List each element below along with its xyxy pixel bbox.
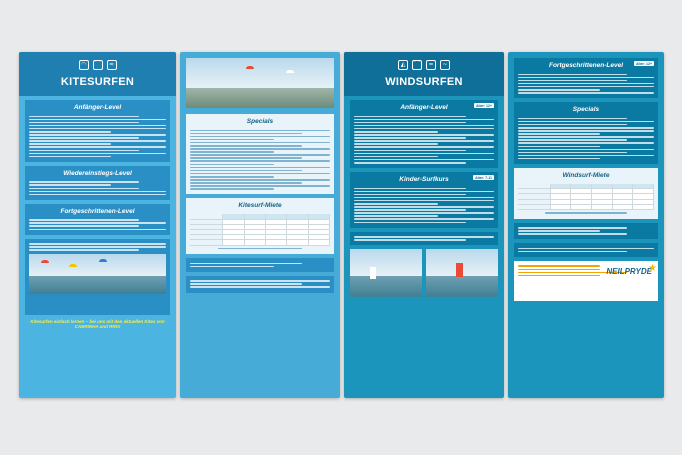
- wind-material-note-box: [514, 243, 658, 257]
- windsurf-icons: [344, 60, 504, 70]
- kitesurf-banner: [19, 52, 176, 96]
- wind-advanced-title: Fortgeschrittenen-Level: [548, 62, 624, 69]
- windsurf-panel: [344, 52, 504, 398]
- kite-rental-table: [190, 214, 330, 245]
- kite-beginner-box: [25, 100, 170, 162]
- kite-advanced-box: [25, 204, 170, 235]
- kite-specials-panel: [180, 52, 340, 398]
- neilpryde-logo: NEILPRYDE: [606, 266, 652, 276]
- sail-icon: ◭: [398, 60, 408, 70]
- board-icon: ⌒: [413, 61, 420, 68]
- wind-advanced-box: [514, 58, 658, 98]
- windsurf-title: WINDSURFEN: [385, 76, 463, 88]
- kite-specials-title: Specials: [246, 118, 274, 125]
- kite-rental-box: [186, 198, 334, 254]
- wind-rental-title: Windsurf-Miete: [562, 171, 610, 179]
- kite-advanced-title: Fortgeschrittenen-Level: [60, 207, 135, 215]
- windsurf-photo-1: [350, 249, 422, 297]
- wind-rental-box: [514, 168, 658, 219]
- wave-icon: ≈: [426, 60, 436, 70]
- neilpryde-box: [514, 261, 658, 301]
- windsurf-photo-2: [426, 249, 498, 297]
- wind-kids-title: Kinder-Surfkurs: [399, 176, 449, 183]
- star-icon: ★: [648, 262, 657, 274]
- wind-material-box: [350, 232, 498, 246]
- wind-rental-table: [518, 184, 654, 210]
- kite-specials-box: [186, 114, 334, 194]
- kite-beginner-title: Anfänger-Level: [73, 104, 122, 111]
- kitesurf-panel: [19, 52, 176, 398]
- kite-caption: Kitesurfen einfach lernen – bei uns mit den aktuellen Kites von CABRINHA und RRD!: [30, 318, 165, 330]
- windsurf-photos: [350, 249, 498, 297]
- wind-icon: ~: [440, 60, 450, 70]
- wind-specials-box: [514, 102, 658, 164]
- kitesurf-title: KITESURFEN: [60, 76, 135, 88]
- kite-rental-title: Kitesurf-Miete: [238, 202, 282, 210]
- wind-beginner-title: Anfänger-Level: [400, 104, 448, 111]
- wind-advanced-age: Alter: 12+: [635, 61, 652, 66]
- kite-cabrinha-box: [186, 276, 334, 293]
- kite-reentry-title: Wiedereinstiegs-Level: [63, 169, 132, 177]
- windsurf-banner: [344, 52, 504, 96]
- kite-reentry-box: [25, 166, 170, 200]
- surf-icon: ⌒: [94, 61, 101, 68]
- wind-beginner-box: [350, 100, 498, 168]
- kite-photo-box: [25, 239, 170, 315]
- kite-photo: [29, 254, 166, 294]
- activity-icons: [19, 60, 176, 70]
- kite-icon: ◠: [79, 60, 89, 70]
- wind-kids-age: Alter: 7-11: [475, 175, 492, 180]
- kite-premium-box: [186, 258, 334, 272]
- wave-icon: ≈: [107, 60, 117, 70]
- wind-kids-box: [350, 172, 498, 228]
- wind-basic-box: [514, 223, 658, 240]
- wind-specials-title: Specials: [572, 106, 600, 114]
- beach-photo: [186, 58, 334, 108]
- wind-beginner-age: Alter: 12+: [475, 103, 492, 108]
- windsurf-specials-panel: [508, 52, 664, 398]
